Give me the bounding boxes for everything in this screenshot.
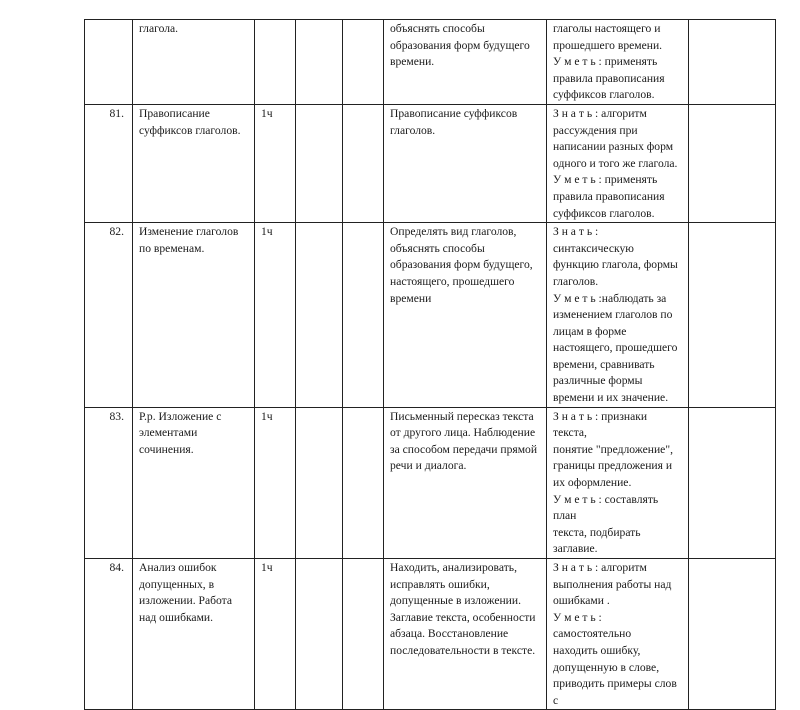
lesson-hours: 1ч <box>255 223 296 408</box>
empty-cell <box>296 223 343 408</box>
lesson-number: 82. <box>85 223 133 408</box>
lesson-number: 83. <box>85 407 133 558</box>
lesson-hours: 1ч <box>255 104 296 222</box>
lesson-notes <box>689 223 776 408</box>
lesson-skills: З н а т ь : алгоритм выполнения работы над ошибками . У м е т ь : самостоятельно находить ошибку, допущенную в слове, приводить примеры слов с <box>547 559 689 710</box>
empty-cell <box>296 104 343 222</box>
lesson-hours: 1ч <box>255 407 296 558</box>
lesson-number <box>85 20 133 105</box>
empty-cell <box>296 559 343 710</box>
lesson-hours <box>255 20 296 105</box>
lesson-notes <box>689 407 776 558</box>
empty-cell <box>343 407 384 558</box>
lesson-topic: глагола. <box>133 20 255 105</box>
lesson-notes <box>689 20 776 105</box>
lesson-activity: Письменный пересказ текста от другого лица. Наблюдение за способом передачи прямой речи и диалога. <box>384 407 547 558</box>
empty-cell <box>343 223 384 408</box>
lesson-activity: Находить, анализировать, исправлять ошибки, допущенные в изложении. Заглавие текста, особенности абзаца. Восстановление последовательности в тексте. <box>384 559 547 710</box>
lesson-topic: Правописание суффиксов глаголов. <box>133 104 255 222</box>
empty-cell <box>296 407 343 558</box>
empty-cell <box>343 104 384 222</box>
empty-cell <box>296 20 343 105</box>
lesson-skills: З н а т ь : признаки текста, понятие "предложение", границы предложения и их оформление. У м е т ь : составлять план текста, подбирать заглавие. <box>547 407 689 558</box>
lesson-hours: 1ч <box>255 559 296 710</box>
lesson-activity: Определять вид глаголов, объяснять способы образования форм будущего, настоящего, прошедшего времени <box>384 223 547 408</box>
empty-cell <box>343 20 384 105</box>
lesson-activity: объяснять способы образования форм будущего времени. <box>384 20 547 105</box>
lesson-plan-table <box>84 19 776 710</box>
table-row <box>85 407 776 558</box>
table-row <box>85 104 776 222</box>
lesson-number: 84. <box>85 559 133 710</box>
lesson-skills: глаголы настоящего и прошедшего времени. У м е т ь : применять правила правописания суффиксов глаголов. <box>547 20 689 105</box>
table-row <box>85 20 776 105</box>
empty-cell <box>343 559 384 710</box>
lesson-skills: З н а т ь : алгоритм рассуждения при написании разных форм одного и того же глагола. У м е т ь : применять правила правописания суффиксов глаголов. <box>547 104 689 222</box>
lesson-topic: Анализ ошибок допущенных, в изложении. Работа над ошибками. <box>133 559 255 710</box>
lesson-skills: З н а т ь : синтаксическую функцию глагола, формы глаголов. У м е т ь :наблюдать за изменением глаголов по лицам в форме настоящего, прошедшего времени, сравнивать различные формы времени и их значение. <box>547 223 689 408</box>
lesson-activity: Правописание суффиксов глаголов. <box>384 104 547 222</box>
lesson-topic: Р.р. Изложение с элементами сочинения. <box>133 407 255 558</box>
lesson-notes <box>689 559 776 710</box>
lesson-notes <box>689 104 776 222</box>
table-row <box>85 559 776 710</box>
lesson-topic: Изменение глаголов по временам. <box>133 223 255 408</box>
lesson-number: 81. <box>85 104 133 222</box>
table-row <box>85 223 776 408</box>
